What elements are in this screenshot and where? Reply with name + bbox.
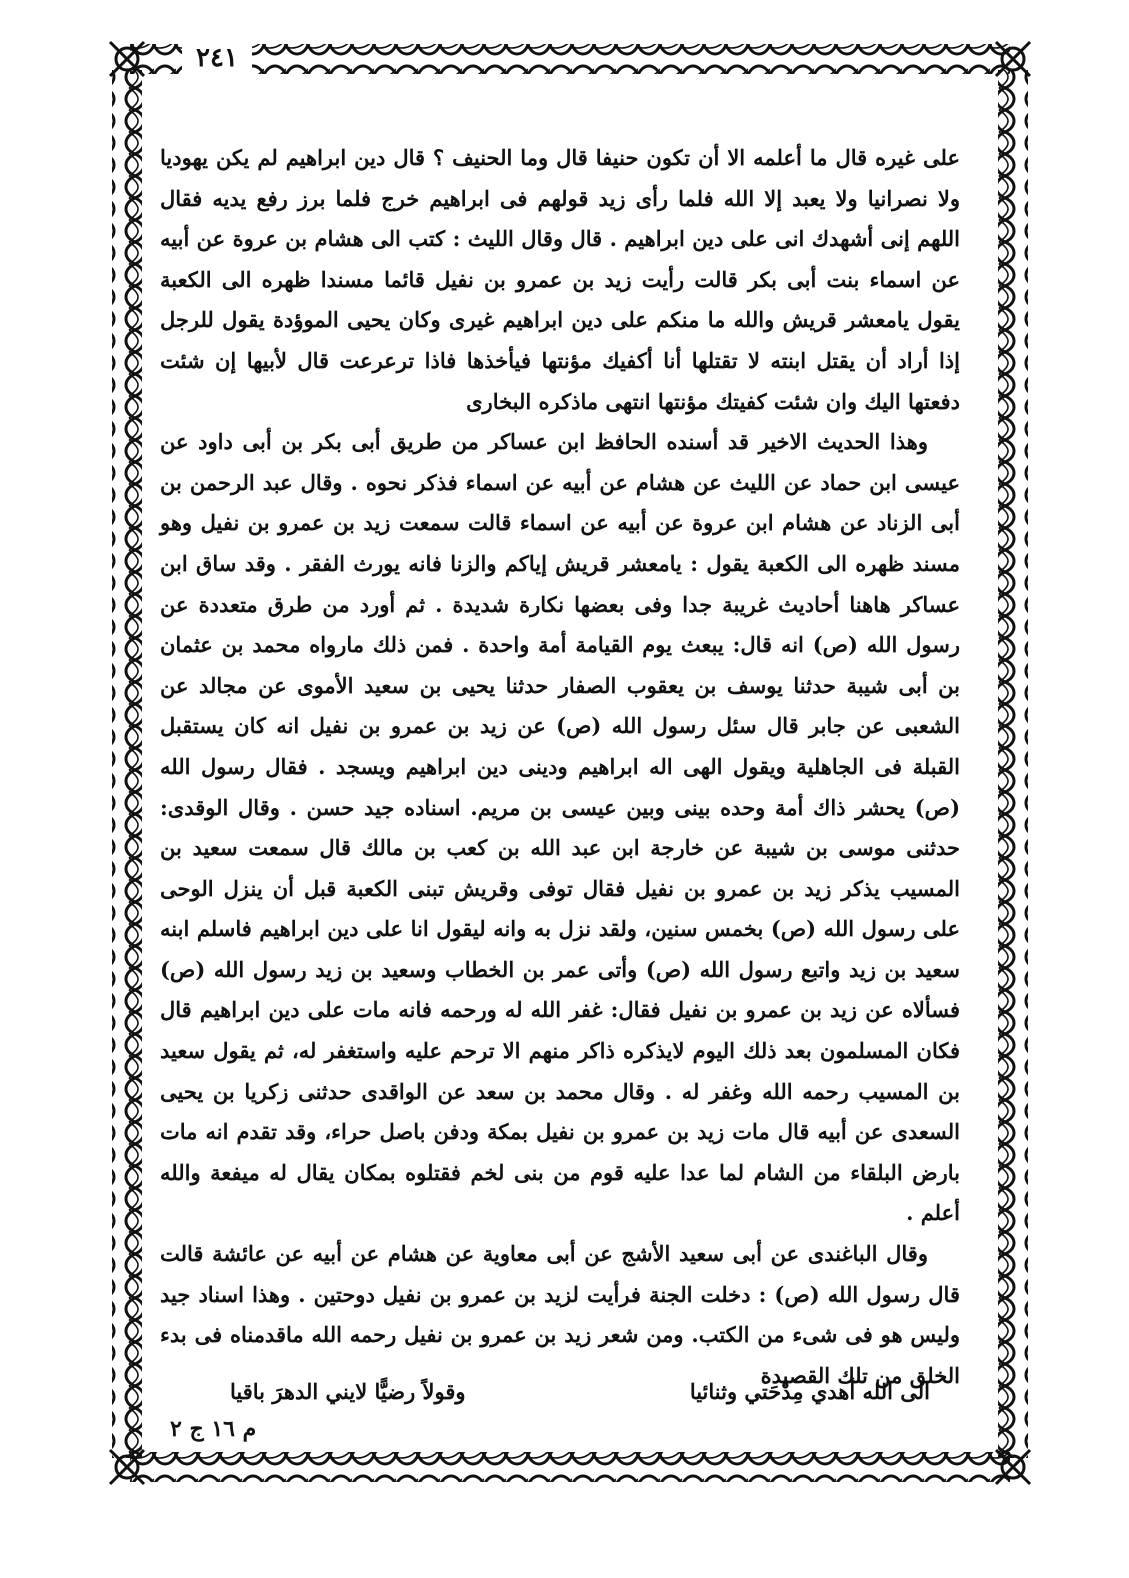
verse-hemistich-1: الى الله أهدي مِدْحَتي وثنائيا bbox=[689, 1379, 930, 1404]
paragraph-3: وقال الباغندى عن أبى سعيد الأشج عن أبى معاوية عن هشام عن أبيه عن عائشة قالت قال رسول الله (ص) : دخلت الجنة فرأيت لزيد بن عمرو بن نفيل دوحتين . وهذا اسناد جيد وليس هو فى شىء من الكتب. ومن شعر زيد بن عمرو بن نفيل رحمه الله ماقدمناه فى بدء الخلق من تلك القصيدة bbox=[160, 1241, 960, 1388]
signature-mark: م ١٦ ج ٢ bbox=[170, 1416, 257, 1442]
paragraph-2: وهذا الحديث الاخير قد أسنده الحافظ ابن عساكر من طريق أبى بكر بن أبى داود عن عيسى ابن حماد عن الليث عن هشام عن أبيه عن اسماء فذكر نحوه . وقال عبد الرحمن بن أبى الزناد عن هشام ابن عروة عن أبيه عن اسماء قالت سمعت زيد بن عمرو بن نفيل وهو مسند ظهره الى الكعبة يقول : يامعشر قريش إياكم والزنا فانه يورث الفقر . وقد ساق ابن عساكر هاهنا أحاديث غريبة جدا وفى بعضها نكارة شديدة . ثم أورد من طرق متعددة عن رسول الله (ص) انه قال: يبعث يوم القيامة أمة واحدة . فمن ذلك مارواه محمد بن عثمان بن أبى شيبة حدثنا يوسف بن يعقوب الصفار حدثنا يحيى بن سعيد الأموى عن مجالد عن الشعبى عن جابر قال سئل رسول الله (ص) عن زيد بن عمرو بن نفيل انه كان يستقبل القبلة فى الجاهلية ويقول الهى اله ابراهيم ودينى دين ابراهيم ويسجد . فقال رسول الله (ص) يحشر ذاك أمة وحده بينى وبين عيسى بن مريم. اسناده جيد حسن . وقال الوقدى: حدثنى موسى بن شيبة عن خارجة ابن عبد الله بن كعب بن مالك قال سمعت سعيد بن المسيب يذكر زيد بن عمرو بن نفيل فقال توفى وقريش تبنى الكعبة قبل أن ينزل الوحى على رسول الله (ص) بخمس سنين، ولقد نزل به وانه ليقول انا على دين ابراهيم فاسلم ابنه سعيد بن زيد واتبع رسول الله (ص) وأتى عمر بن الخطاب وسعيد بن زيد رسول الله (ص) فسألاه عن زيد بن عمرو بن نفيل فقال: غفر الله له ورحمه فانه مات على دين ابراهيم قال فكان المسلمون بعد ذلك اليوم لايذكره ذاكر منهم الا ترحم عليه واستغفر له، ثم يقول سعيد بن المسيب رحمه الله وغفر له . وقال محمد بن سعد عن الواقدى حدثنى زكريا بن يحيى السعدى عن أبيه قال مات زيد بن عمرو بن نفيل بمكة ودفن باصل حراء، وقد تقدم انه مات بارض البلقاء من الشام لما عدا عليه قوم من بنى لخم فقتلوه بمكان يقال له ميفعة والله أعلم . bbox=[160, 429, 960, 1226]
paragraph-1: على غيره قال ما أعلمه الا أن تكون حنيفا قال وما الحنيف ؟ قال دين ابراهيم لم يكن يهوديا ولا نصرانيا ولا يعبد إلا الله فلما رأى زيد قولهم فى ابراهيم خرج فلما برز رفع يديه فقال اللهم إنى أشهدك انى على دين ابراهيم . قال وقال الليث : كتب الى هشام بن عروة عن أبيه عن اسماء بنت أبى بكر قالت رأيت زيد بن عمرو بن نفيل قائما مسندا ظهره الى الكعبة يقول يامعشر قريش والله ما منكم على دين ابراهيم غيرى وكان يحيى الموؤدة يقول للرجل إذا أراد أن يقتل ابنته لا تقتلها أنا أكفيك مؤنتها فيأخذها فاذا ترعرعت قال لأبيها إن شئت دفعتها اليك وان شئت كفيتك مؤنتها انتهى ماذكره البخارى bbox=[160, 145, 960, 414]
body-text bbox=[160, 138, 960, 1396]
poem-verse bbox=[230, 1372, 930, 1412]
page-number: ٢٤١ bbox=[182, 38, 252, 78]
verse-hemistich-2: وقولاً رضيًّا لايني الدهرَ باقيا bbox=[230, 1379, 466, 1404]
